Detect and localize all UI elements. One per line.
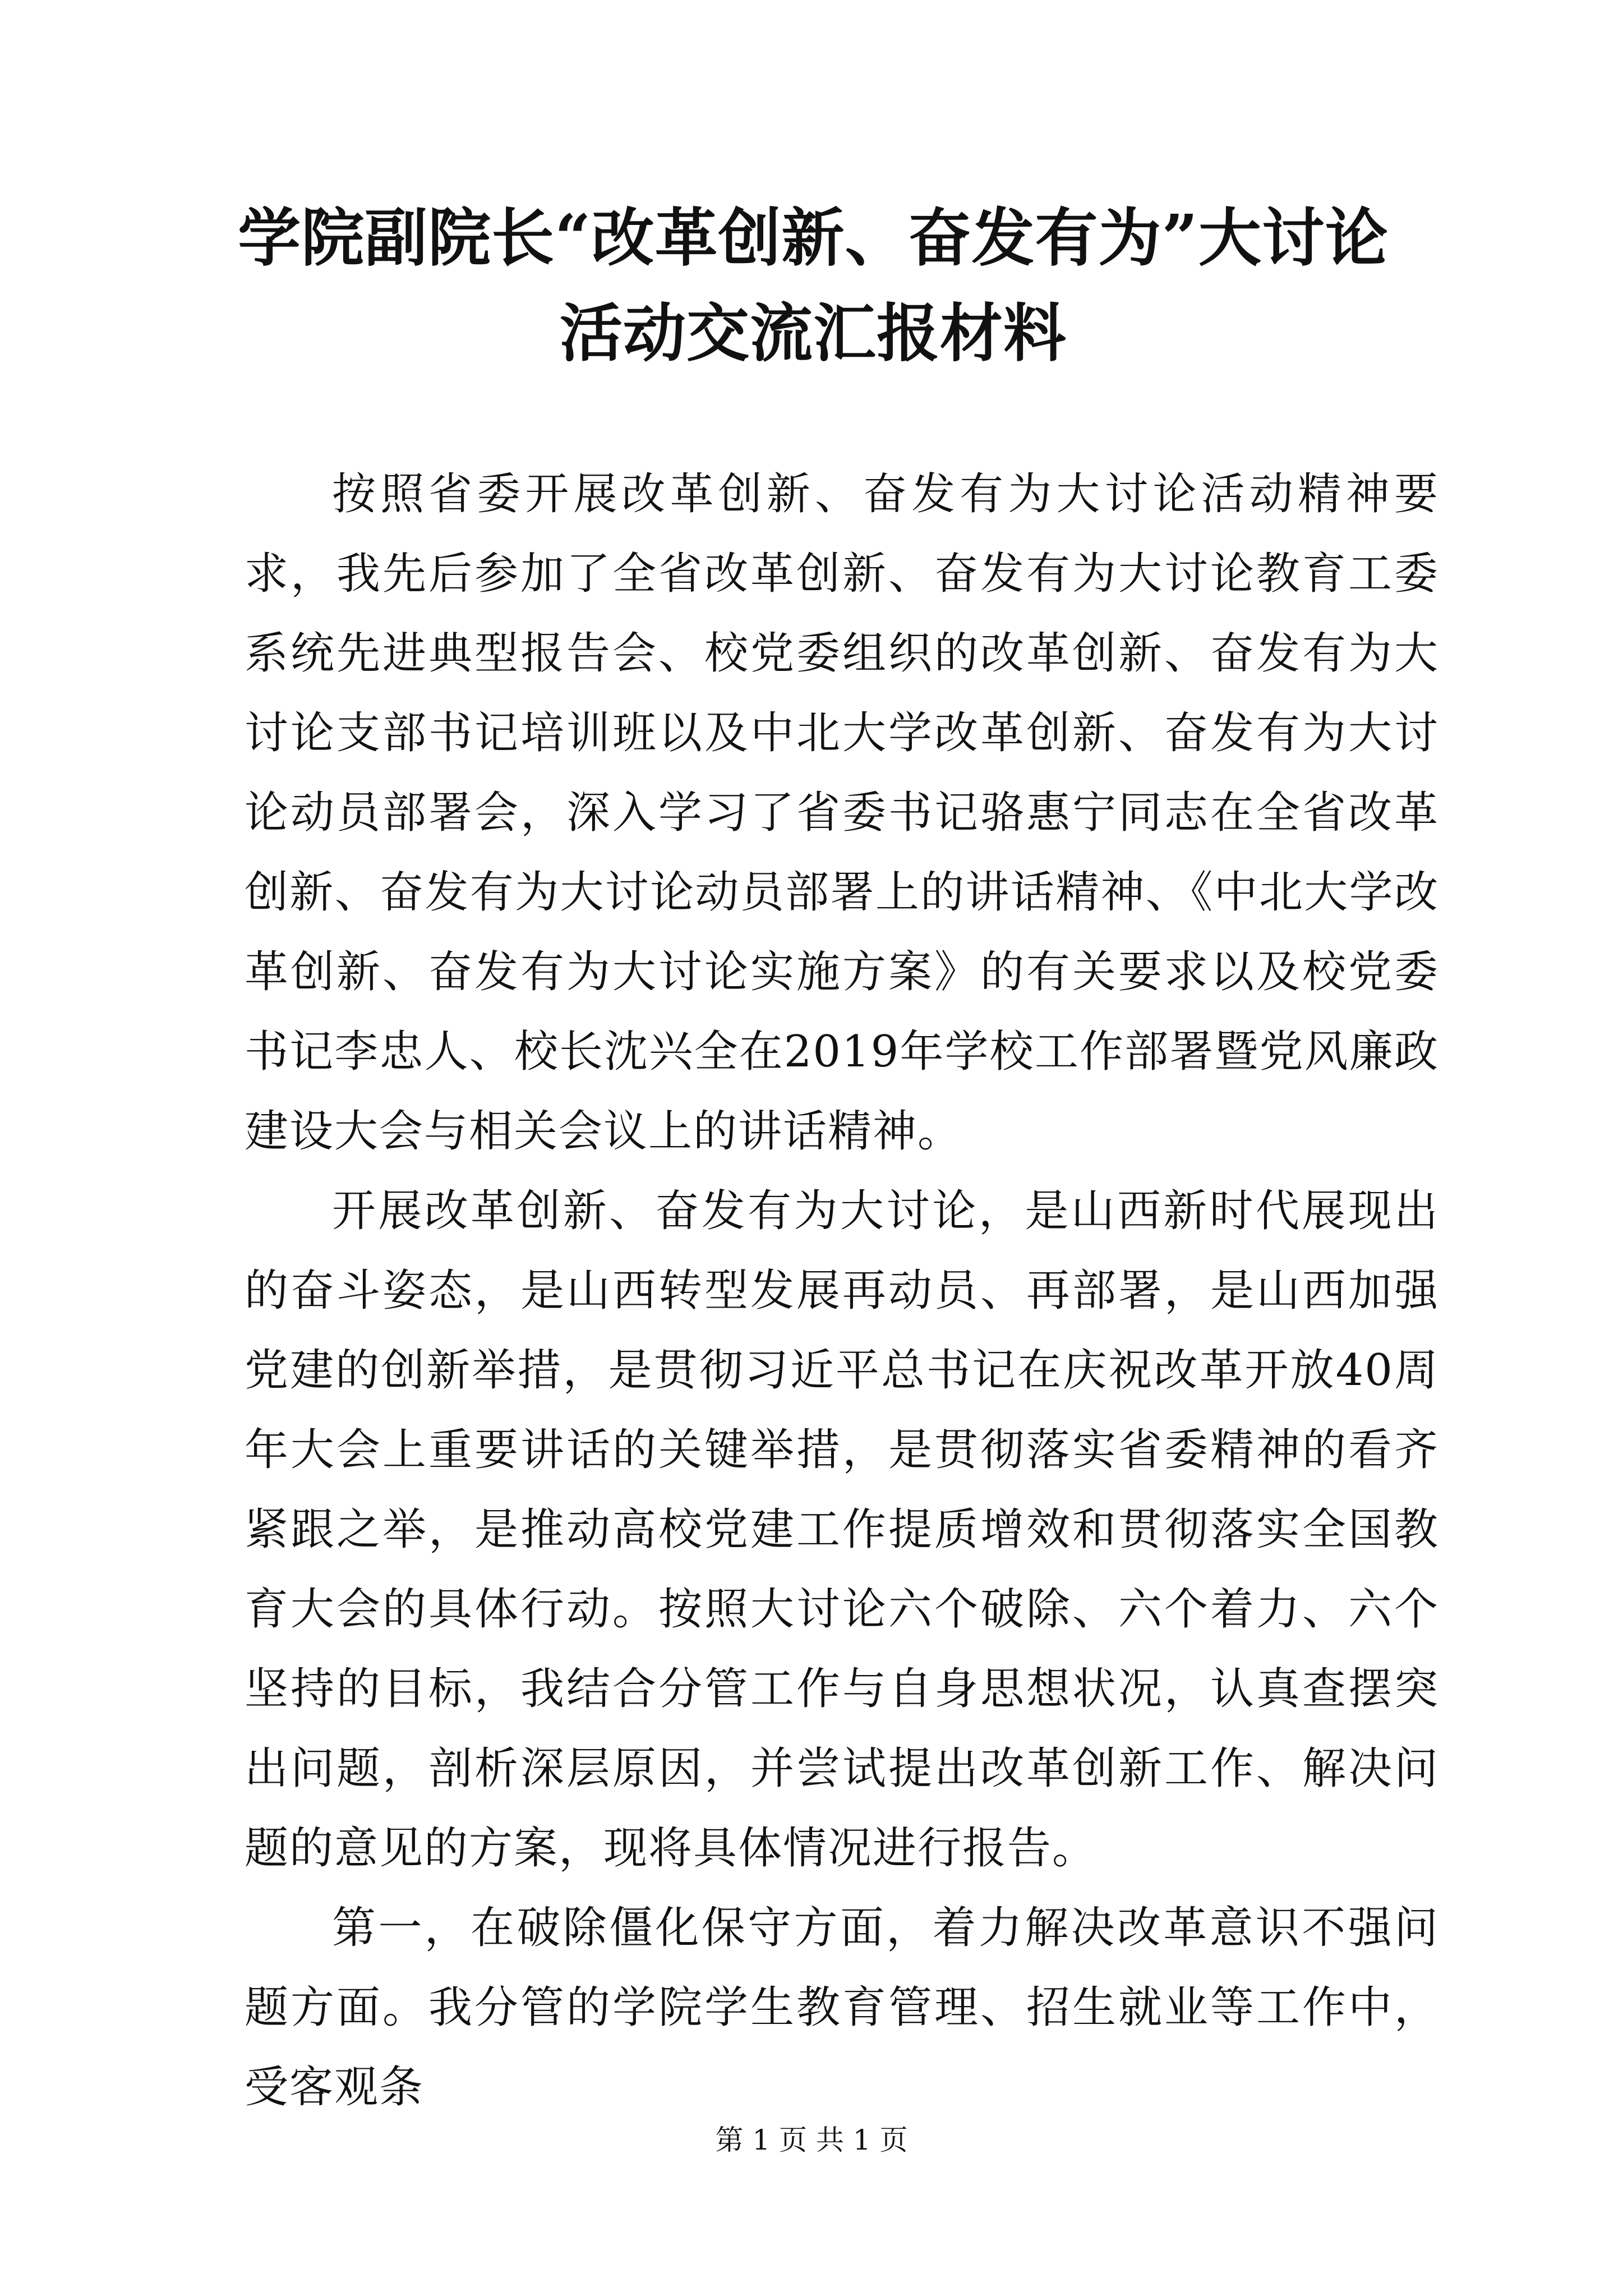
paragraph-3: 第一，在破除僵化保守方面，着力解决改革意识不强问题方面。我分管的学院学生教育管理、招生就业等工作中，受客观条: [245, 1903, 1439, 2113]
page-footer: 第 1 页 共 1 页: [715, 2124, 908, 2156]
paragraph-2: 开展改革创新、奋发有为大讨论，是山西新时代展现出的奋斗姿态，是山西转型发展再动员、再部署，是山西加强党建的创新举措，是贯彻习近平总书记在庆祝改革开放40周年大会上重要讲话的关键举措，是贯彻落实省委精神的看齐紧跟之举，是推动高校党建工作提质增效和贯彻落实全国教育大会的具体行动。按照大讨论六个破除、六个着力、六个坚持的目标，我结合分管工作与自身思想状况，认真查摆突出问题，剖析深层原因，并尝试提出改革创新工作、解决问题的意见的方案，现将具体情况进行报告。: [245, 1186, 1439, 1874]
paragraph-1: 按照省委开展改革创新、奋发有为大讨论活动精神要求，我先后参加了全省改革创新、奋发有为大讨论教育工委系统先进典型报告会、校党委组织的改革创新、奋发有为大讨论支部书记培训班以及中北大学改革创新、奋发有为大讨论动员部署会，深入学习了省委书记骆惠宁同志在全省改革创新、奋发有为大讨论动员部署上的讲话精神、《中北大学改革创新、奋发有为大讨论实施方案》的有关要求以及校党委书记李忠人、校长沈兴全在2019年学校工作部署暨党风廉政建设大会与相关会议上的讲话精神。: [245, 469, 1439, 1157]
document-body: [245, 454, 1439, 2127]
document-title: 学院副院长“改革创新、奋发有为”大讨论活动交流汇报材料: [238, 201, 1389, 370]
